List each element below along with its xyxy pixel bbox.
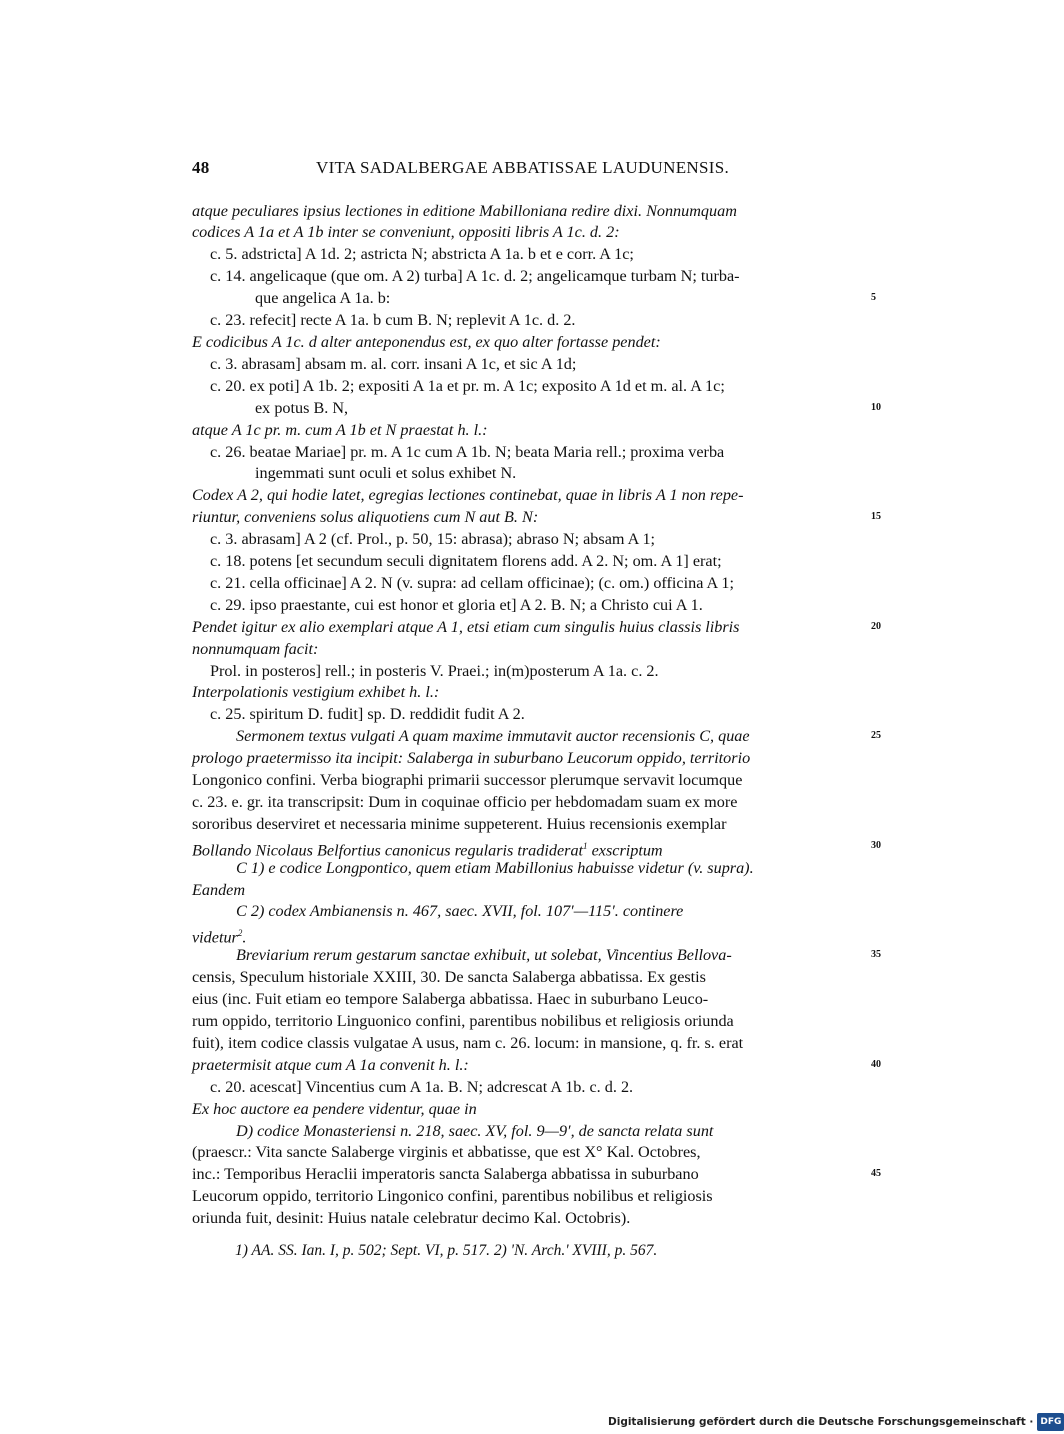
line-number: 30 bbox=[871, 840, 881, 851]
text-line: atque peculiares ipsius lectiones in editione Mabilloniana redire dixi. Nonnumquam bbox=[192, 202, 737, 220]
line-number: 10 bbox=[871, 402, 881, 413]
line-number: 20 bbox=[871, 621, 881, 632]
text-line: prologo praetermisso ita incipit: Salaberga in suburbano Leucorum oppido, territorio bbox=[192, 749, 751, 767]
footnotes: 1) AA. SS. Ian. I, p. 502; Sept. VI, p. 517. 2) 'N. Arch.' XVIII, p. 567. bbox=[235, 1242, 658, 1259]
text-line: eius (inc. Fuit etiam eo tempore Salaberga abbatissa. Haec in suburbano Leuco- bbox=[192, 990, 709, 1008]
text-line: Prol. in posteros] rell.; in posteris V. Praei.; in(m)posterum A 1a. c. 2. bbox=[210, 662, 659, 680]
text-line: c. 5. adstricta] A 1d. 2; astricta N; abstricta A 1a. b et e corr. A 1c; bbox=[210, 245, 634, 263]
line-number: 5 bbox=[871, 292, 876, 303]
text-line: Longonico confini. Verba biographi primarii successor plerumque servavit locumque bbox=[192, 771, 743, 789]
line-number: 45 bbox=[871, 1168, 881, 1179]
text-line: Eandem bbox=[192, 881, 246, 899]
footnote-ref: 1 bbox=[583, 841, 588, 851]
text-line: Breviarium rerum gestarum sanctae exhibuit, ut solebat, Vincentius Bellova- bbox=[236, 946, 732, 964]
text-line: Ex hoc auctore ea pendere videntur, quae in bbox=[192, 1100, 477, 1118]
text-line: c. 23. e. gr. ita transcripsit: Dum in coquinae officio per hebdomadam suam ex more bbox=[192, 793, 738, 811]
digitization-note: Digitalisierung gefördert durch die Deutsche Forschungsgemeinschaft · bbox=[608, 1416, 1034, 1428]
text-line: C 1) e codice Longpontico, quem etiam Mabillonius habuisse videtur (v. supra). bbox=[236, 859, 754, 877]
text-line: E codicibus A 1c. d alter anteponendus est, ex quo alter fortasse pendet: bbox=[192, 333, 661, 351]
text-line: codices A 1a et A 1b inter se conveniunt, oppositi libris A 1c. d. 2: bbox=[192, 223, 620, 241]
text-line: sororibus deserviret et necessaria minime suppeterent. Huius recensionis exemplar bbox=[192, 815, 727, 833]
line-number: 40 bbox=[871, 1059, 881, 1070]
text-line: c. 25. spiritum D. fudit] sp. D. reddidit fudit A 2. bbox=[210, 705, 525, 723]
text-line: c. 21. cella officinae] A 2. N (v. supra: ad cellam officinae); (c. om.) officina A 1; bbox=[210, 574, 734, 592]
line-number: 15 bbox=[871, 511, 881, 522]
header-title: VITA SADALBERGAE ABBATISSAE LAUDUNENSIS. bbox=[316, 158, 729, 177]
text-line-tail: exscriptum bbox=[587, 841, 663, 860]
text-line: c. 23. refecit] recte A 1a. b cum B. N; replevit A 1c. d. 2. bbox=[210, 311, 576, 329]
footnote-ref: 2 bbox=[237, 928, 243, 938]
text-line: Codex A 2, qui hodie latet, egregias lectiones continebat, quae in libris A 1 non repe- bbox=[192, 486, 744, 504]
text-line: praetermisit atque cum A 1a convenit h. l.: bbox=[192, 1056, 469, 1074]
text-line: (praescr.: Vita sancte Salaberge virginis et abbatisse, que est X° Kal. Octobres, bbox=[192, 1143, 701, 1161]
text-line: c. 3. abrasam] absam m. al. corr. insani A 1c, et sic A 1d; bbox=[210, 355, 577, 373]
text-line: C 2) codex Ambianensis n. 467, saec. XVII, fol. 107′—115′. continere bbox=[236, 902, 684, 920]
text-line bbox=[192, 835, 663, 860]
text-line-tail: . bbox=[242, 928, 247, 947]
text-line bbox=[192, 922, 247, 947]
text-line: Leucorum oppido, territorio Lingonico confini, parentibus nobilibus et religiosis bbox=[192, 1187, 713, 1205]
text-line: Sermonem textus vulgati A quam maxime immutavit auctor recensionis C, quae bbox=[236, 727, 750, 745]
text-line: atque A 1c pr. m. cum A 1b et N praestat h. l.: bbox=[192, 421, 488, 439]
page-number: 48 bbox=[192, 158, 210, 177]
text-line: censis, Speculum historiale XXIII, 30. De sancta Salaberga abbatissa. Ex gestis bbox=[192, 968, 706, 986]
text-line: c. 18. potens [et secundum seculi dignitatem florens add. A 2. N; om. A 1] erat; bbox=[210, 552, 722, 570]
text-line: Interpolationis vestigium exhibet h. l.: bbox=[192, 683, 440, 701]
text-line-content: videtur bbox=[192, 928, 238, 947]
text-line: D) codice Monasteriensi n. 218, saec. XV, fol. 9—9′, de sancta relata sunt bbox=[236, 1122, 714, 1140]
text-line: c. 20. acescat] Vincentius cum A 1a. B. N; adcrescat A 1b. c. d. 2. bbox=[210, 1078, 634, 1096]
text-line: nonnumquam facit: bbox=[192, 640, 319, 658]
running-header bbox=[192, 158, 860, 182]
text-line: c. 14. angelicaque (que om. A 2) turba] A 1c. d. 2; angelicamque turbam N; turba- bbox=[210, 267, 740, 285]
text-line-content: Bollando Nicolaus Belfortius canonicus regularis tradiderat bbox=[192, 841, 584, 860]
text-line: ingemmati sunt oculi et solus exhibet N. bbox=[255, 464, 517, 482]
text-line: Pendet igitur ex alio exemplari atque A 1, etsi etiam cum singulis huius classis libris bbox=[192, 618, 740, 636]
text-line: rum oppido, territorio Linguonico confini, parentibus nobilibus et religiosis oriunda bbox=[192, 1012, 734, 1030]
text-line: ex potus B. N, bbox=[255, 399, 349, 417]
text-line: fuit), item codice classis vulgatae A usus, nam c. 26. locum: in mansione, q. fr. s. erat bbox=[192, 1034, 744, 1052]
line-number: 25 bbox=[871, 730, 881, 741]
dfg-logo: DFG bbox=[1037, 1413, 1064, 1431]
text-line: que angelica A 1a. b: bbox=[255, 289, 391, 307]
text-line: c. 20. ex poti] A 1b. 2; expositi A 1a et pr. m. A 1c; exposito A 1d et m. al. A 1c; bbox=[210, 377, 725, 395]
text-line: c. 29. ipso praestante, cui est honor et gloria et] A 2. B. N; a Christo cui A 1. bbox=[210, 596, 703, 614]
text-line: oriunda fuit, desinit: Huius natale celebratur decimo Kal. Octobris). bbox=[192, 1209, 631, 1227]
line-number: 35 bbox=[871, 949, 881, 960]
text-line: c. 3. abrasam] A 2 (cf. Prol., p. 50, 15: abrasa); abraso N; absam A 1; bbox=[210, 530, 656, 548]
text-line: riuntur, conveniens solus aliquotiens cum N aut B. N: bbox=[192, 508, 539, 526]
text-line: c. 26. beatae Mariae] pr. m. A 1c cum A 1b. N; beata Maria rell.; proxima verba bbox=[210, 443, 725, 461]
digitization-credit bbox=[608, 1413, 1064, 1429]
text-line: inc.: Temporibus Heraclii imperatoris sancta Salaberga abbatissa in suburbano bbox=[192, 1165, 699, 1183]
